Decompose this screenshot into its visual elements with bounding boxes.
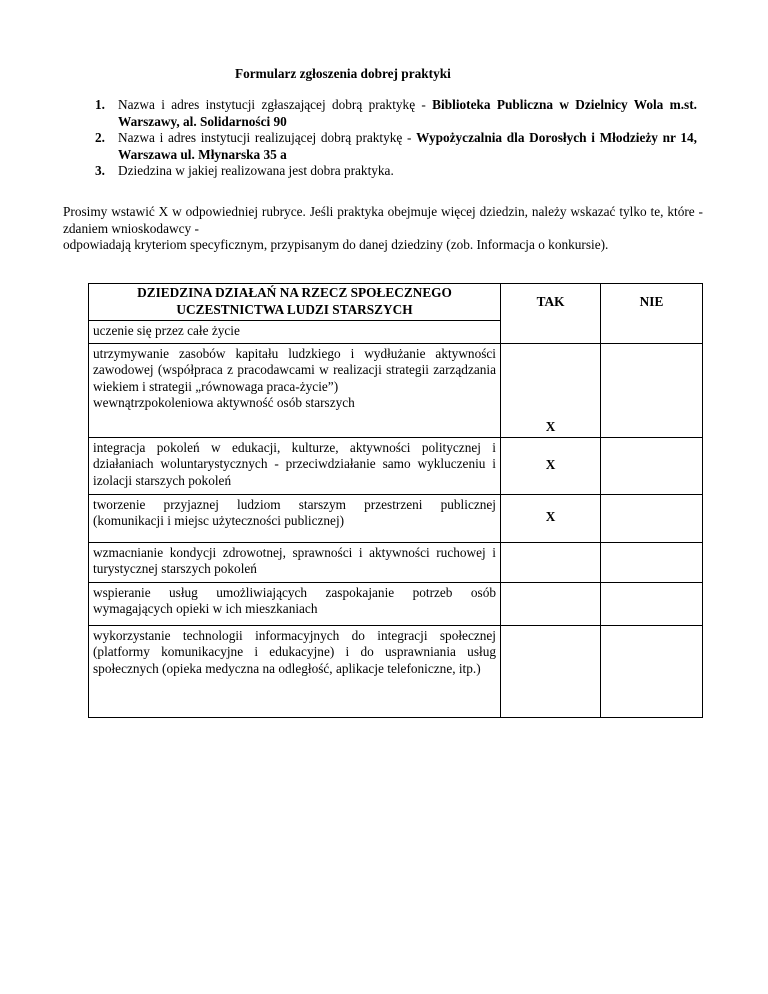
table-row [89,625,703,717]
instructions-line-2: odpowiadają kryteriom specyficznym, przypisanym do danej dziedziny (zob. Informacja o konkursie). [63,237,609,252]
row-label-part: wewnątrzpokoleniowa aktywność osób starszych [93,395,355,410]
table-row [89,582,703,625]
list-item-label: Nazwa i adres instytucji zgłaszającej dobrą praktykę - [118,97,433,112]
tak-cell[interactable] [501,542,601,582]
tak-cell[interactable]: X [501,494,601,542]
table-header-row [89,284,703,321]
row-label: wykorzystanie technologii informacyjnych do integracji społecznej (platformy komunikacyjne i edukacyjne) i do usprawniania usług społecznych (opieka medyczna na odległość, aplikacje telefoniczne, itp.) [89,625,501,717]
list-item-value: Biblioteka Publiczna w Dzielnicy Wola m.st. Warszawy, al. Solidarności 90 [118,97,697,129]
list-item [95,163,697,180]
row-label: uczenie się przez całe życie [89,321,501,344]
list-item-text [118,130,697,163]
list-item-value: Wypożyczalnia dla Dorosłych i Młodzieży nr 14, Warszawa ul. Młynarska 35 a [118,130,698,162]
list-item-number: 3. [95,163,105,178]
list-item-label: Dziedzina w jakiej realizowana jest dobra praktyka. [118,163,394,178]
list-item-text [118,97,697,130]
list-item-text [118,163,697,180]
table-row [89,542,703,582]
row-label: tworzenie przyjaznej ludziom starszym przestrzeni publicznej (komunikacji i miejsc użyteczności publicznej) [89,494,501,542]
instructions-line-1: Prosimy wstawić X w odpowiedniej rubryce. Jeśli praktyka obejmuje więcej dziedzin, należy wskazać tylko te, które - zdaniem wnioskodawcy - [63,204,703,236]
header-nie: NIE [601,284,703,344]
nie-cell[interactable] [601,625,703,717]
tak-cell[interactable]: X [501,343,601,437]
row-label: wspieranie usług umożliwiających zaspokajanie potrzeb osób wymagających opieki w ich mieszkaniach [89,582,501,625]
table-row [89,494,703,542]
tak-cell[interactable]: X [501,437,601,494]
row-label-part: utrzymywanie zasobów kapitału ludzkiego i wydłużanie aktywności zawodowej (współpraca z pracodawcami w realizacji strategii zarządzania wiekiem i strategii „równowaga praca-życie”) [93,345,496,394]
instructions [63,204,703,254]
row-label: integracja pokoleń w edukacji, kulturze, aktywności politycznej i działaniach woluntarystycznych - przeciwdziałanie samo wykluczeniu i izolacji starszych pokoleń [89,437,501,494]
form-title: Formularz zgłoszenia dobrej praktyki [235,66,451,81]
list-item-label: Nazwa i adres instytucji realizującej dobrą praktykę - [118,130,417,145]
nie-cell[interactable] [601,582,703,625]
list-item [95,130,697,163]
nie-cell[interactable] [601,437,703,494]
table-row [89,437,703,494]
row-label: wzmacnianie kondycji zdrowotnej, sprawności i aktywności ruchowej i turystycznej starszych pokoleń [89,542,501,582]
list-item-number: 1. [95,97,105,112]
numbered-list [95,97,697,180]
table-row [89,343,703,437]
nie-cell[interactable] [601,542,703,582]
list-item [95,97,697,130]
tak-cell[interactable] [501,582,601,625]
header-tak: TAK [501,284,601,344]
header-domain: DZIEDZINA DZIAŁAŃ NA RZECZ SPOŁECZNEGO UCZESTNICTWA LUDZI STARSZYCH [89,284,501,321]
tak-cell[interactable] [501,625,601,717]
nie-cell[interactable] [601,343,703,437]
row-label [89,343,501,437]
nie-cell[interactable] [601,494,703,542]
domain-table [88,283,703,718]
list-item-number: 2. [95,130,105,145]
